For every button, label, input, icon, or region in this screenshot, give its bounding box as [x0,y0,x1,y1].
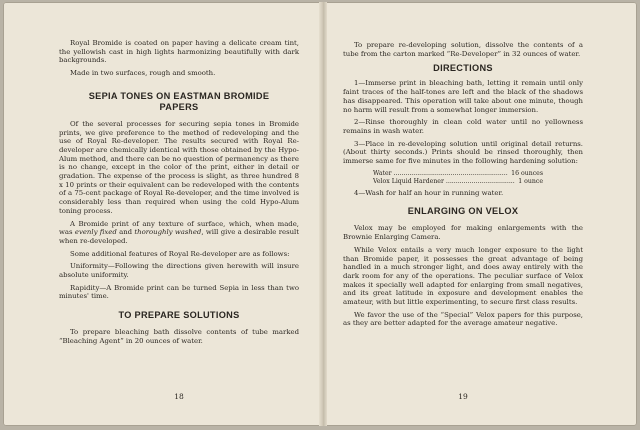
book-gutter [319,2,327,426]
direction-1: 1—Immerse print in bleaching bath, letting it remain until only faint traces of the half-tones are left and the black of the shadows has disappeared. This operation will take about one minute, though no harm will result from a somewhat longer immersion. [343,79,583,114]
sepia-paragraph: Of the several processes for securing sepia tones in Bromide prints, we give preference to the method of redeveloping and the use of Royal Re-developer. The results secured with Royal Re-developer are chemically identical with those obtained by the Hypo-Alum method, and there can be no question of permanency as there is no change, except in the color of the print, either in detail or gradation. The expense of the process is slight, as three hundred 8 x 10 prints or their equivalent can be redeveloped with the contents of a 75-cent package of Royal Re-developer, and the time involved is considerably less than required when using the cold Hypo-Alum toning process. [59,119,299,215]
hardening-row-value: 16 ounces [511,169,543,177]
hardening-row-value: 1 ounce [518,177,543,185]
page-number-left: 18 [174,392,184,402]
hardening-row-label: Water ..... [373,170,508,178]
directions-heading: DIRECTIONS [433,63,493,74]
hardening-row [373,170,543,178]
hardening-row-label: Velox Liquid Hardener ..... [373,178,515,186]
velox-paragraph-1: Velox may be employed for making enlargements with the Brownie Enlarging Camera. [343,224,583,242]
prepare-paragraph: To prepare bleaching bath dissolve contents of tube marked “Bleaching Agent” in 20 ounces of water. [59,328,299,345]
redeveloping-paragraph: To prepare re-developing solution, dissolve the contents of a tube from the carton marked “Re-Developer” in 32 ounces of water. [343,41,583,58]
book-spread [3,2,637,426]
intro-paragraph-1: Royal Bromide is coated on paper having a delicate cream tint, the yellowish cast in high lights harmonizing beautifully with dark backgrounds. [59,39,299,65]
right-page [343,2,583,426]
hardening-row [373,178,543,186]
hardening-solution-table [373,170,543,186]
prepare-heading: TO PREPARE SOLUTIONS [118,310,240,321]
intro-paragraph-2: Made in two surfaces, rough and smooth. [70,69,216,78]
velox-paragraph-3: We favor the use of the “Special” Velox papers for this purpose, as they are better adapted for the average amateur negative. [343,310,583,328]
sepia-heading: SEPIA TONES ON EASTMAN BROMIDE PAPERS [88,90,270,112]
direction-3: 3—Place in re-developing solution until original detail returns. (About thirty seconds.) Prints should be rinsed thoroughly, then immerse same for five minutes in the following hardening solution: [343,139,583,166]
velox-paragraph-2: While Velox entails a very much longer exposure to the light than Bromide paper, it possesses the great advantage of being handled in a much stronger light, and does away entirely with the dark room for any of the operations. The peculiar surface of Velox makes it specially well adapted for enlarging from small negatives, and its great latitude in exposure and development enables the amateur, with but little experimenting, to secure first class results. [343,245,583,307]
direction-2: 2—Rinse thoroughly in clean cold water until no yellowness remains in wash water. [343,118,583,135]
features-intro: Some additional features of Royal Re-developer are as follows: [70,249,290,258]
bromide-paragraph: A Bromide print of any texture of surface, which, when made, was evenly fixed and thoroughly washed, will give a desirable result when re-developed. [59,219,300,245]
direction-4: 4—Wash for half an hour in running water. [354,188,504,197]
velox-heading: ENLARGING ON VELOX [407,206,519,217]
rapidity-paragraph: Rapidity—A Bromide print can be turned Sepia in less than two minutes' time. [59,283,299,301]
page-number-right: 19 [458,392,468,402]
left-page [59,2,299,426]
uniformity-paragraph: Uniformity—Following the directions given herewith will insure absolute uniformity. [59,262,299,280]
